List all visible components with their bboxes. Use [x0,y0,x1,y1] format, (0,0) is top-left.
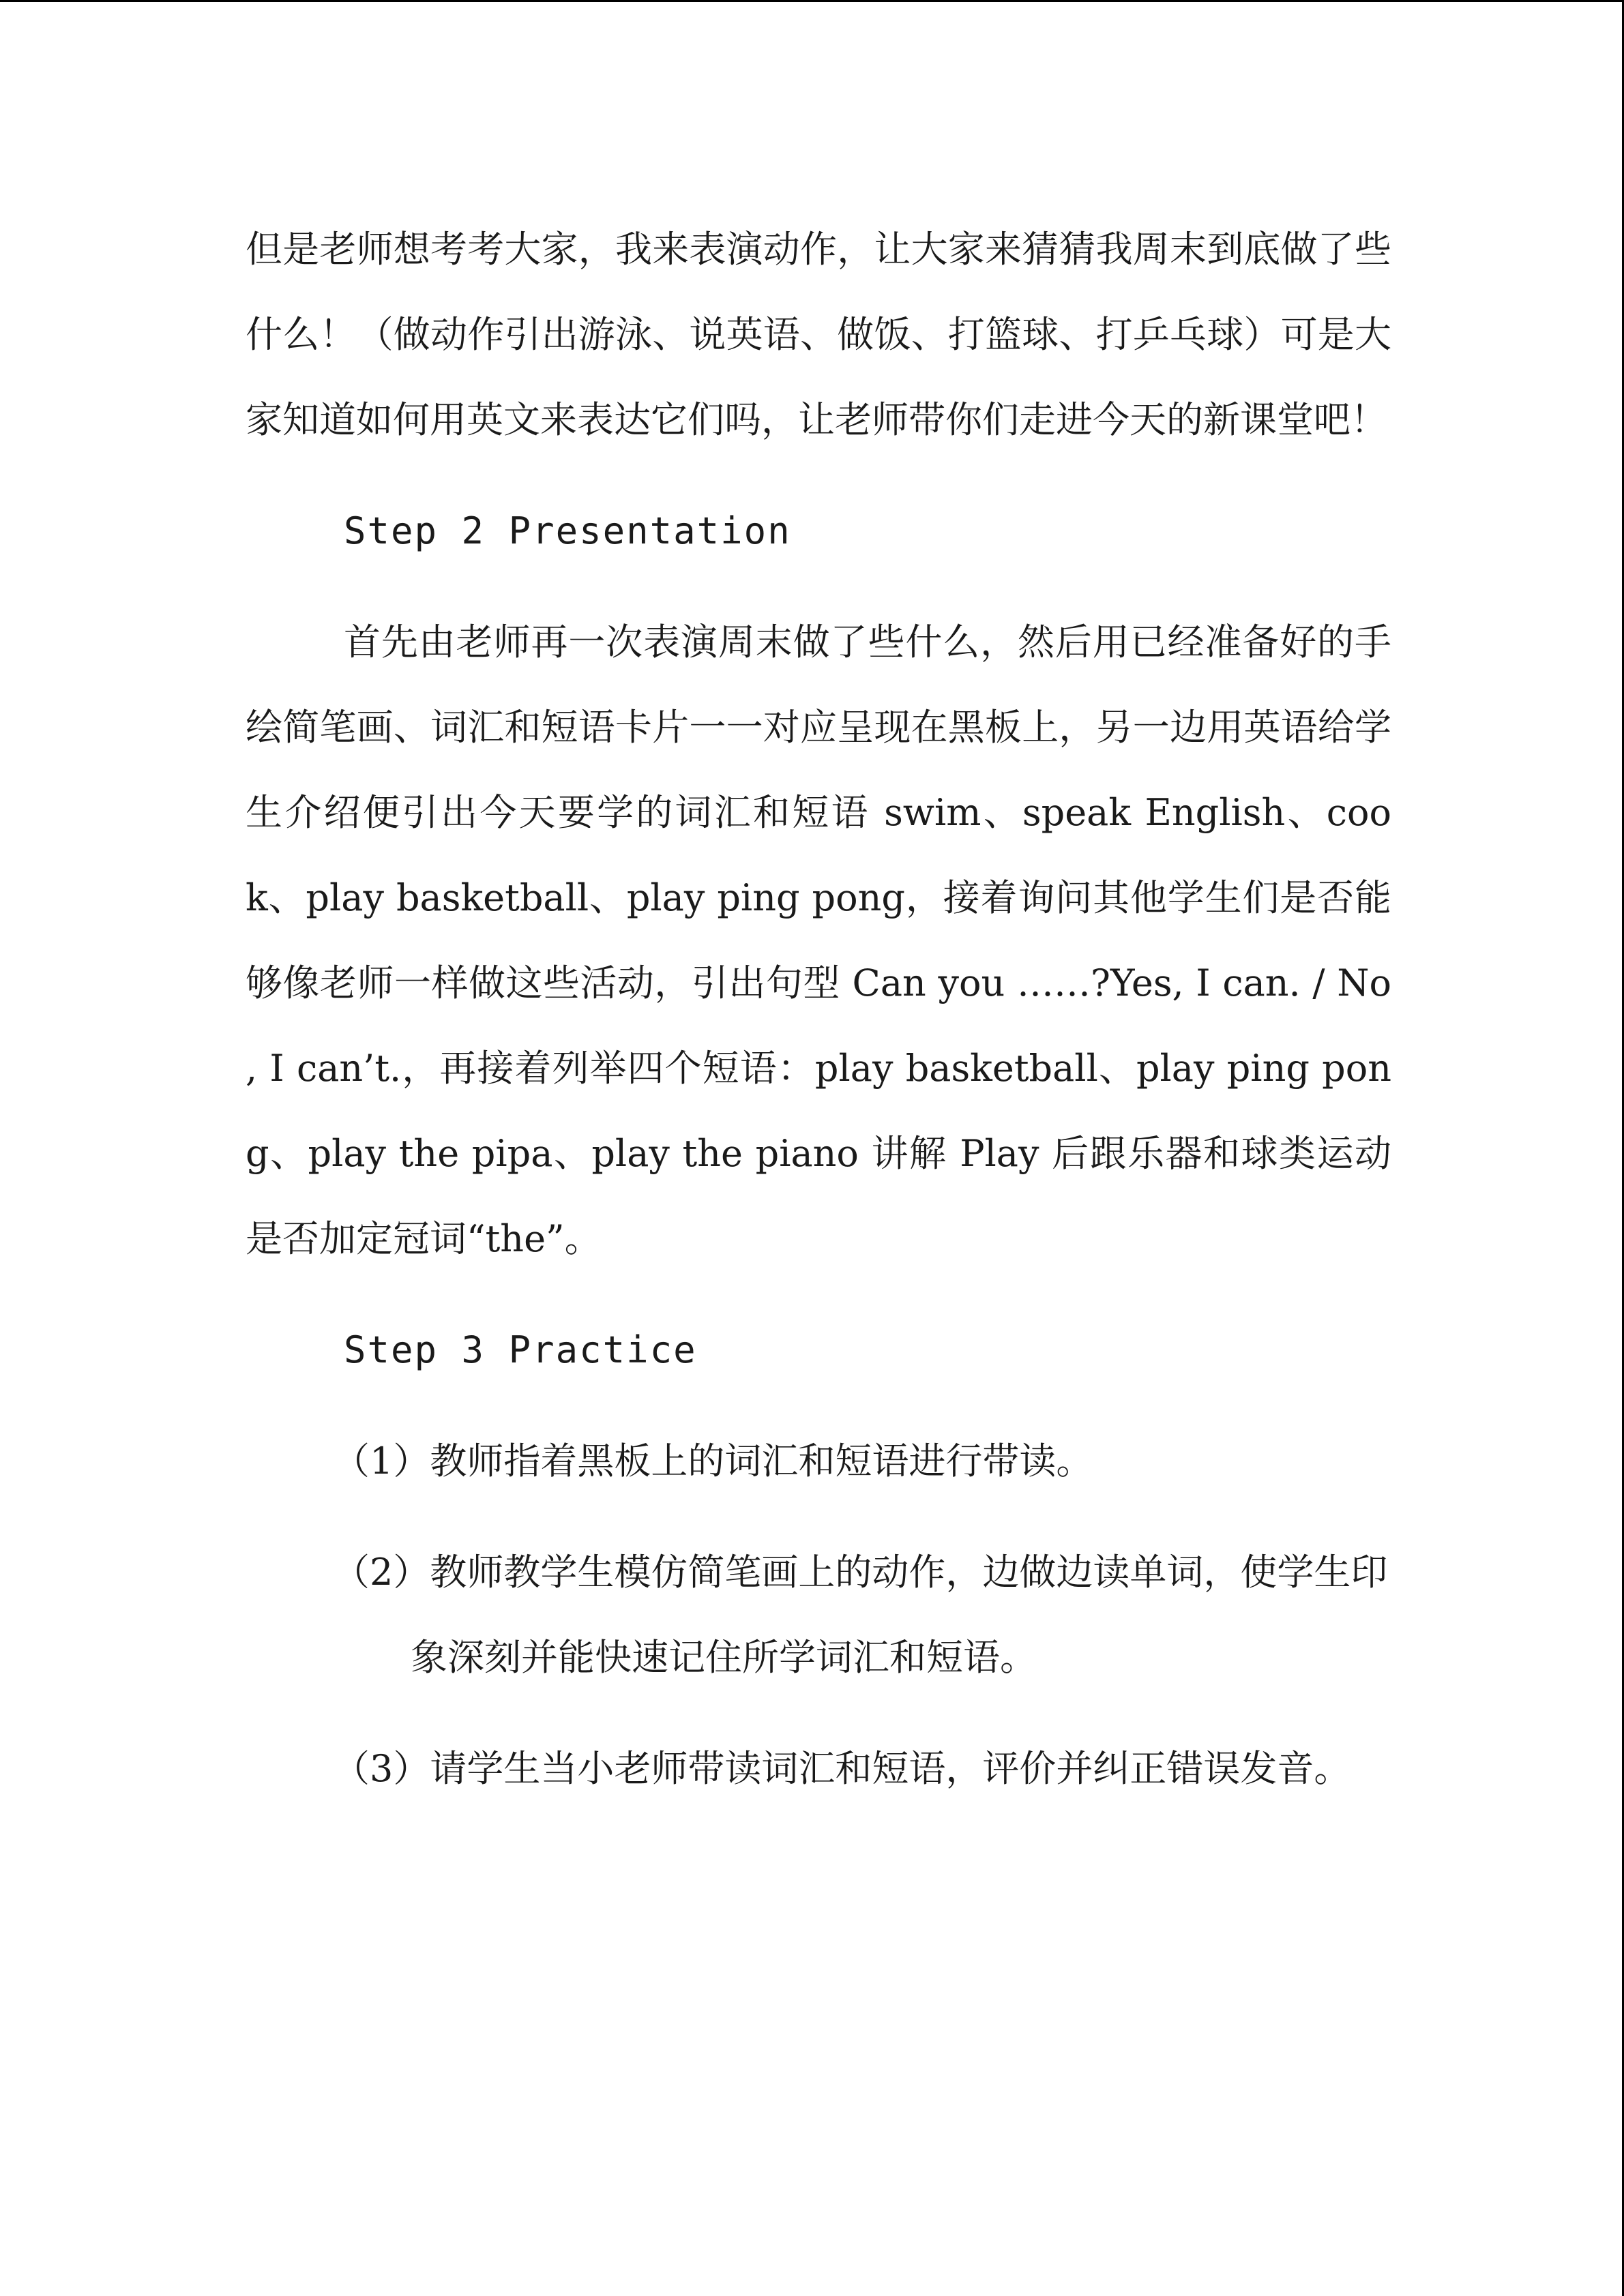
spacer [246,1504,1391,1530]
practice-item-1-line [246,1418,1391,1504]
spacer [246,573,1391,599]
practice-item-2-line [246,1530,1391,1700]
practice-item-2-number: （2） [333,1551,430,1594]
step2-heading: Step 2 Presentation [344,509,791,552]
practice-item-1-text: 教师指着黑板上的词汇和短语进行带读。 [430,1440,1093,1482]
practice-item-2 [246,1530,1391,1700]
intro-paragraph: 但是老师想考考大家，我来表演动作，让大家来猜猜我周末到底做了些什么！（做动作引出游泳、说英语、做饭、打篮球、打乒乓球）可是大家知道如何用英文来表达它们吗，让老师带你们走进今天的新课堂吧！ [246,228,1391,441]
spacer [246,1700,1391,1726]
practice-item-3-number: （3） [333,1747,430,1790]
practice-item-1-number: （1） [333,1440,430,1482]
practice-item-3 [246,1726,1391,1811]
practice-item-2-text: 教师教学生模仿简笔画上的动作，边做边读单词，使学生印象深刻并能快速记住所学词汇和短语。 [411,1551,1388,1679]
practice-item-1 [246,1418,1391,1504]
spacer [246,1281,1391,1307]
spacer [246,1392,1391,1418]
practice-item-3-text: 请学生当小老师带读词汇和短语，评价并纠正错误发音。 [430,1747,1351,1790]
practice-item-3-line [246,1726,1391,1811]
step3-heading: Step 3 Practice [344,1328,697,1371]
spacer [246,462,1391,488]
document-body [246,207,1391,1811]
step2-paragraph: 首先由老师再一次表演周末做了些什么，然后用已经准备好的手绘简笔画、词汇和短语卡片一一对应呈现在黑板上，另一边用英语给学生介绍便引出今天要学的词汇和短语 swim、speak English、cook、play basketball、play ping pong，接着询问其他学生们是否能够像老师一样做这些活动，引出句型 Can you ……?Yes, I can. / No , I can’t.，再接着列举四个短语：play basketball、play ping pong、play the pipa、play the piano 讲解 Play 后跟乐器和球类运动是否加定冠词“the”。 [246,621,1391,1260]
